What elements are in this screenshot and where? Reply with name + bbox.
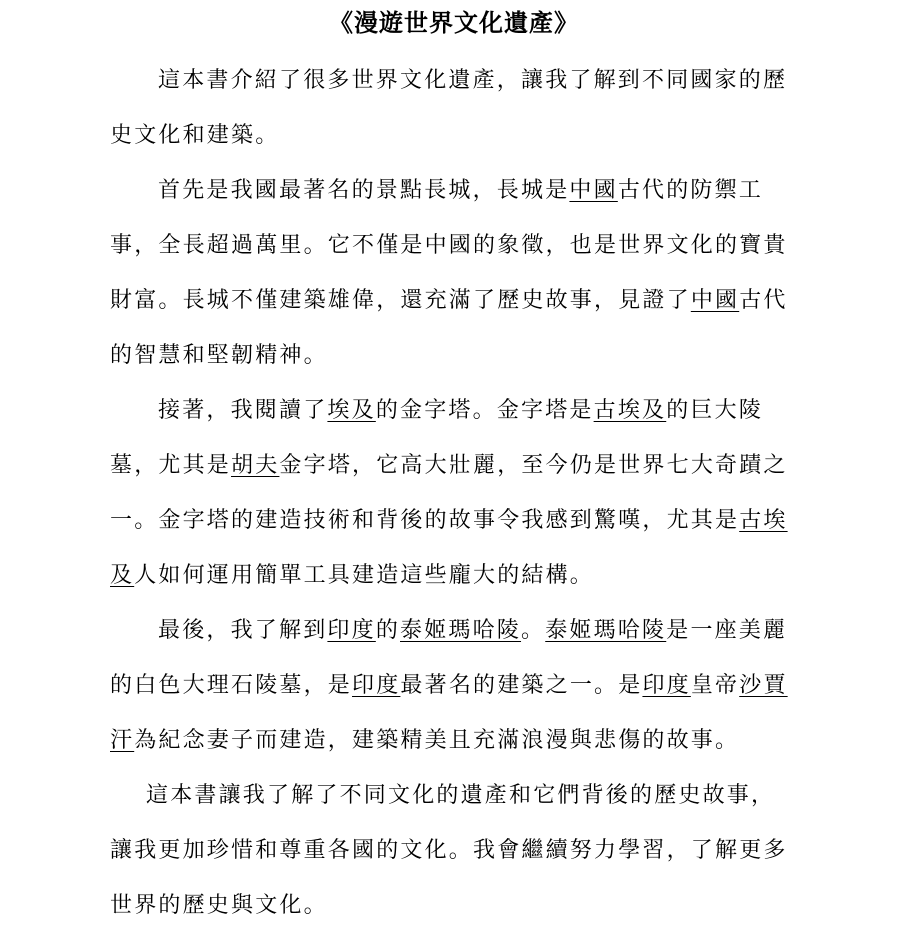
underlined-proper-noun: 及 [110,563,135,588]
text-segment: 的智慧和堅韌精神。 [110,343,328,368]
paragraph-3-line-1 [158,396,763,426]
text-segment: 這本書介紹了很多世界文化遺產，讓我了解到不同國家的歷 [158,68,788,93]
paragraph-4-line-1 [158,616,787,646]
text-segment: 皇帝 [690,673,740,698]
text-segment: 古代 [739,288,788,313]
text-segment: 首先是我國最著名的景點長城，長城是 [158,178,570,203]
document-title: 《漫遊世界文化遺產》 [329,8,579,37]
text-segment: 財富。長城不僅建築雄偉，還充滿了歷史故事，見證了 [110,288,691,313]
paragraph-4-line-3 [110,726,739,756]
underlined-proper-noun: 古埃及 [593,398,667,423]
underlined-proper-noun: 沙賈 [739,673,788,698]
paragraph-5-line-3 [110,891,328,921]
underlined-proper-noun: 泰姬瑪哈陵 [400,618,522,643]
underlined-proper-noun: 埃及 [327,398,376,423]
paragraph-1-line-1 [158,66,787,96]
text-segment: 讓我更加珍惜和尊重各國的文化。我會繼續努力學習，了解更多 [110,838,788,863]
text-segment: 的 [375,618,401,643]
text-segment: 世界的歷史與文化。 [110,893,328,918]
underlined-proper-noun: 汗 [110,728,135,753]
underlined-proper-noun: 中國 [569,178,618,203]
underlined-proper-noun: 印度 [327,618,376,643]
text-segment: 墓，尤其是 [110,453,232,478]
paragraph-5-line-2 [110,836,788,866]
text-segment: 史文化和建築。 [110,123,280,148]
text-segment: 最著名的建築之一。是 [400,673,643,698]
text-segment: 一。金字塔的建造技術和背後的故事令我感到驚嘆，尤其是 [110,508,740,533]
underlined-proper-noun: 印度 [642,673,691,698]
text-segment: 的巨大陵 [666,398,764,423]
text-segment: 這本書讓我了解了不同文化的遺產和它們背後的歷史故事， [146,783,776,808]
paragraph-2-line-4 [110,341,328,371]
text-segment: 古代的防禦工 [617,178,764,203]
underlined-proper-noun: 胡夫 [231,453,280,478]
text-segment: 最後，我了解到 [158,618,328,643]
underlined-proper-noun: 泰姬瑪哈陵 [545,618,667,643]
paragraph-4-line-2 [110,671,788,701]
text-segment: 人如何運用簡單工具建造這些龐大的結構。 [134,563,595,588]
text-segment: 。 [521,618,546,643]
paragraph-3-line-3 [110,506,788,536]
text-segment: 的金字塔。金字塔是 [375,398,594,423]
text-segment: 的白色大理石陵墓，是 [110,673,353,698]
paragraph-3-line-4 [110,561,594,591]
underlined-proper-noun: 古埃 [739,508,788,533]
paragraph-2-line-3 [110,286,788,316]
underlined-proper-noun: 中國 [690,288,740,313]
paragraph-3-line-2 [110,451,788,481]
text-segment: 金字塔，它高大壯麗，至今仍是世界七大奇蹟之 [279,453,788,478]
underlined-proper-noun: 印度 [352,673,401,698]
paragraph-2-line-2 [110,231,788,261]
paragraph-1-line-2 [110,121,279,151]
paragraph-2-line-1 [158,176,763,206]
text-segment: 事，全長超過萬里。它不僅是中國的象徵，也是世界文化的寶貴 [110,233,788,258]
paragraph-5-line-1 [146,781,775,811]
text-segment: 是一座美麗 [666,618,788,643]
text-segment: 接著，我閱讀了 [158,398,328,423]
text-segment: 為紀念妻子而建造，建築精美且充滿浪漫與悲傷的故事。 [134,728,740,753]
